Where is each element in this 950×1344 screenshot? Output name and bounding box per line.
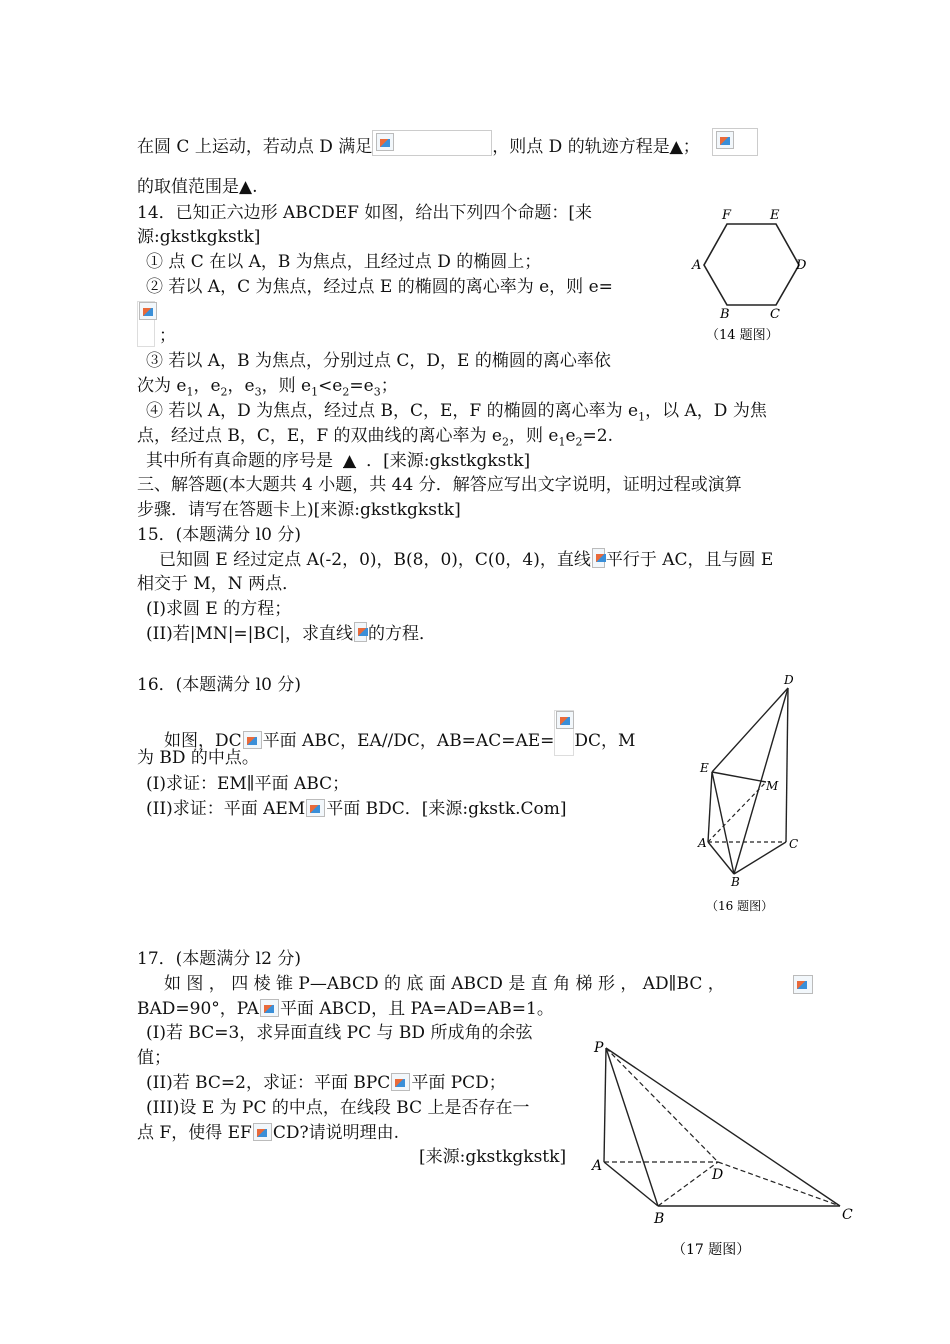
formula-image xyxy=(712,128,758,156)
label-E: E xyxy=(770,208,780,223)
text-line: ① 点 C 在以 A，B 为焦点，且经过点 D 的椭圆上； xyxy=(146,252,542,272)
text-line: 步骤．请写在答题卡上)[来源:gkstkgkstk] xyxy=(137,500,461,520)
text-line: ④ 若以 A，D 为焦点，经过点 B，C，E，F 的椭圆的离心率为 $e_1$，以 A，D 为焦 xyxy=(146,401,767,424)
text-line: (II)若 BC=2，求证：平面 BPC 平面 PCD； xyxy=(146,1073,506,1093)
question-14: 14．已知正六边形 ABCDEF 如图，给出下列四个命题：[来 xyxy=(137,203,592,223)
text-line: 如图，DC 平面 ABC，EA//DC，AB=AC=AE= DC，M xyxy=(164,710,635,756)
text-line: 次为 $e_1$，$e_2$，$e_3$，则 $e_1<e_2=e_3$； xyxy=(137,376,398,399)
label-B: B xyxy=(731,875,740,889)
text-line: (II)若|MN|=|BC|，求直线 的方程． xyxy=(146,624,436,644)
text-line: 点 F，使得 EF CD?请说明理由. xyxy=(137,1123,399,1143)
text-line: (I)求圆 E 的方程； xyxy=(146,599,292,619)
formula-image xyxy=(554,710,574,756)
figure-17-pyramid xyxy=(588,1032,860,1264)
text-line: 点，经过点 B，C，E，F 的双曲线的离心率为 $e_2$，则 $e_1e_2=2$. xyxy=(137,426,613,449)
text-line: 为 BD 的中点。 xyxy=(137,748,259,768)
figure-14-hexagon xyxy=(686,202,816,346)
caption-14: （14 题图） xyxy=(706,328,779,343)
label-A: A xyxy=(698,836,707,850)
label-B: B xyxy=(720,307,730,322)
formula-image xyxy=(372,130,492,156)
label-D: D xyxy=(784,673,794,687)
text-line: 已知圆 E 经过定点 A(-2，0)，B(8，0)，C(0，4)，直线 平行于 AC，且与圆 E xyxy=(159,550,774,570)
figure-16-solid xyxy=(690,670,820,920)
label-F: F xyxy=(722,208,732,223)
label-E: E xyxy=(700,761,709,775)
text-line: 如 图 ， 四 棱 锥 P—ABCD 的 底 面 ABCD 是 直 角 梯 形 ， AD∥BC ， xyxy=(164,973,812,995)
label-B: B xyxy=(654,1211,665,1227)
label-M: M xyxy=(766,779,779,793)
formula-image xyxy=(391,1073,410,1091)
label-C: C xyxy=(770,307,780,322)
label-A: A xyxy=(592,1158,603,1174)
section-heading: 三、解答题(本大题共 4 小题，共 44 分．解答应写出文字说明，证明过程或演算 xyxy=(137,475,742,495)
label-A: A xyxy=(692,258,702,273)
label-C: C xyxy=(842,1207,853,1223)
formula-image xyxy=(592,548,605,568)
formula-image xyxy=(260,999,279,1017)
formula-image xyxy=(306,799,325,817)
text-line: 相交于 M，N 两点． xyxy=(137,574,300,594)
question-16: 16．(本题满分 l0 分) xyxy=(137,675,301,695)
label-D: D xyxy=(712,1167,724,1183)
label-D: D xyxy=(796,258,807,273)
text-line: 在圆 C 上运动，若动点 D 满足 ，则点 D 的轨迹方程是▲； xyxy=(137,128,758,158)
text-line: (I)求证：EM∥平面 ABC； xyxy=(146,774,350,794)
text-line: 值； xyxy=(137,1048,171,1068)
formula-image xyxy=(793,975,813,994)
source-note: [来源:gkstkgkstk] xyxy=(419,1147,567,1167)
text-line: (II)求证：平面 AEM 平面 BDC．[来源:gkstk.Com] xyxy=(146,799,567,819)
formula-image xyxy=(354,622,367,642)
question-17: 17．(本题满分 l2 分) xyxy=(137,949,301,969)
text-line: BAD=90°，PA 平面 ABCD，且 PA=AD=AB=1。 xyxy=(137,999,554,1019)
formula-image xyxy=(137,301,155,347)
label-C: C xyxy=(789,837,799,851)
text-line: ② 若以 A，C 为焦点，经过点 E 的椭圆的离心率为 e，则 e= xyxy=(146,277,613,297)
text-line: 源:gkstkgkstk] xyxy=(137,227,261,247)
text-line: ③ 若以 A，B 为焦点，分别过点 C，D，E 的椭圆的离心率依 xyxy=(146,351,611,371)
formula-image xyxy=(253,1123,272,1141)
text-line: 的取值范围是▲. xyxy=(137,177,258,197)
question-15: 15．(本题满分 l0 分) xyxy=(137,525,301,545)
text-line: ； xyxy=(137,301,172,349)
label-P: P xyxy=(594,1040,604,1056)
caption-16: （16 题图） xyxy=(706,899,774,913)
text-line: 其中所有真命题的序号是 ▲ ．[来源:gkstkgkstk] xyxy=(146,451,531,471)
caption-17: （17 题图） xyxy=(672,1242,751,1258)
text-line: (III)设 E 为 PC 的中点，在线段 BC 上是否存在一 xyxy=(146,1098,530,1118)
text-line: (I)若 BC=3，求异面直线 PC 与 BD 所成角的余弦 xyxy=(146,1023,533,1043)
